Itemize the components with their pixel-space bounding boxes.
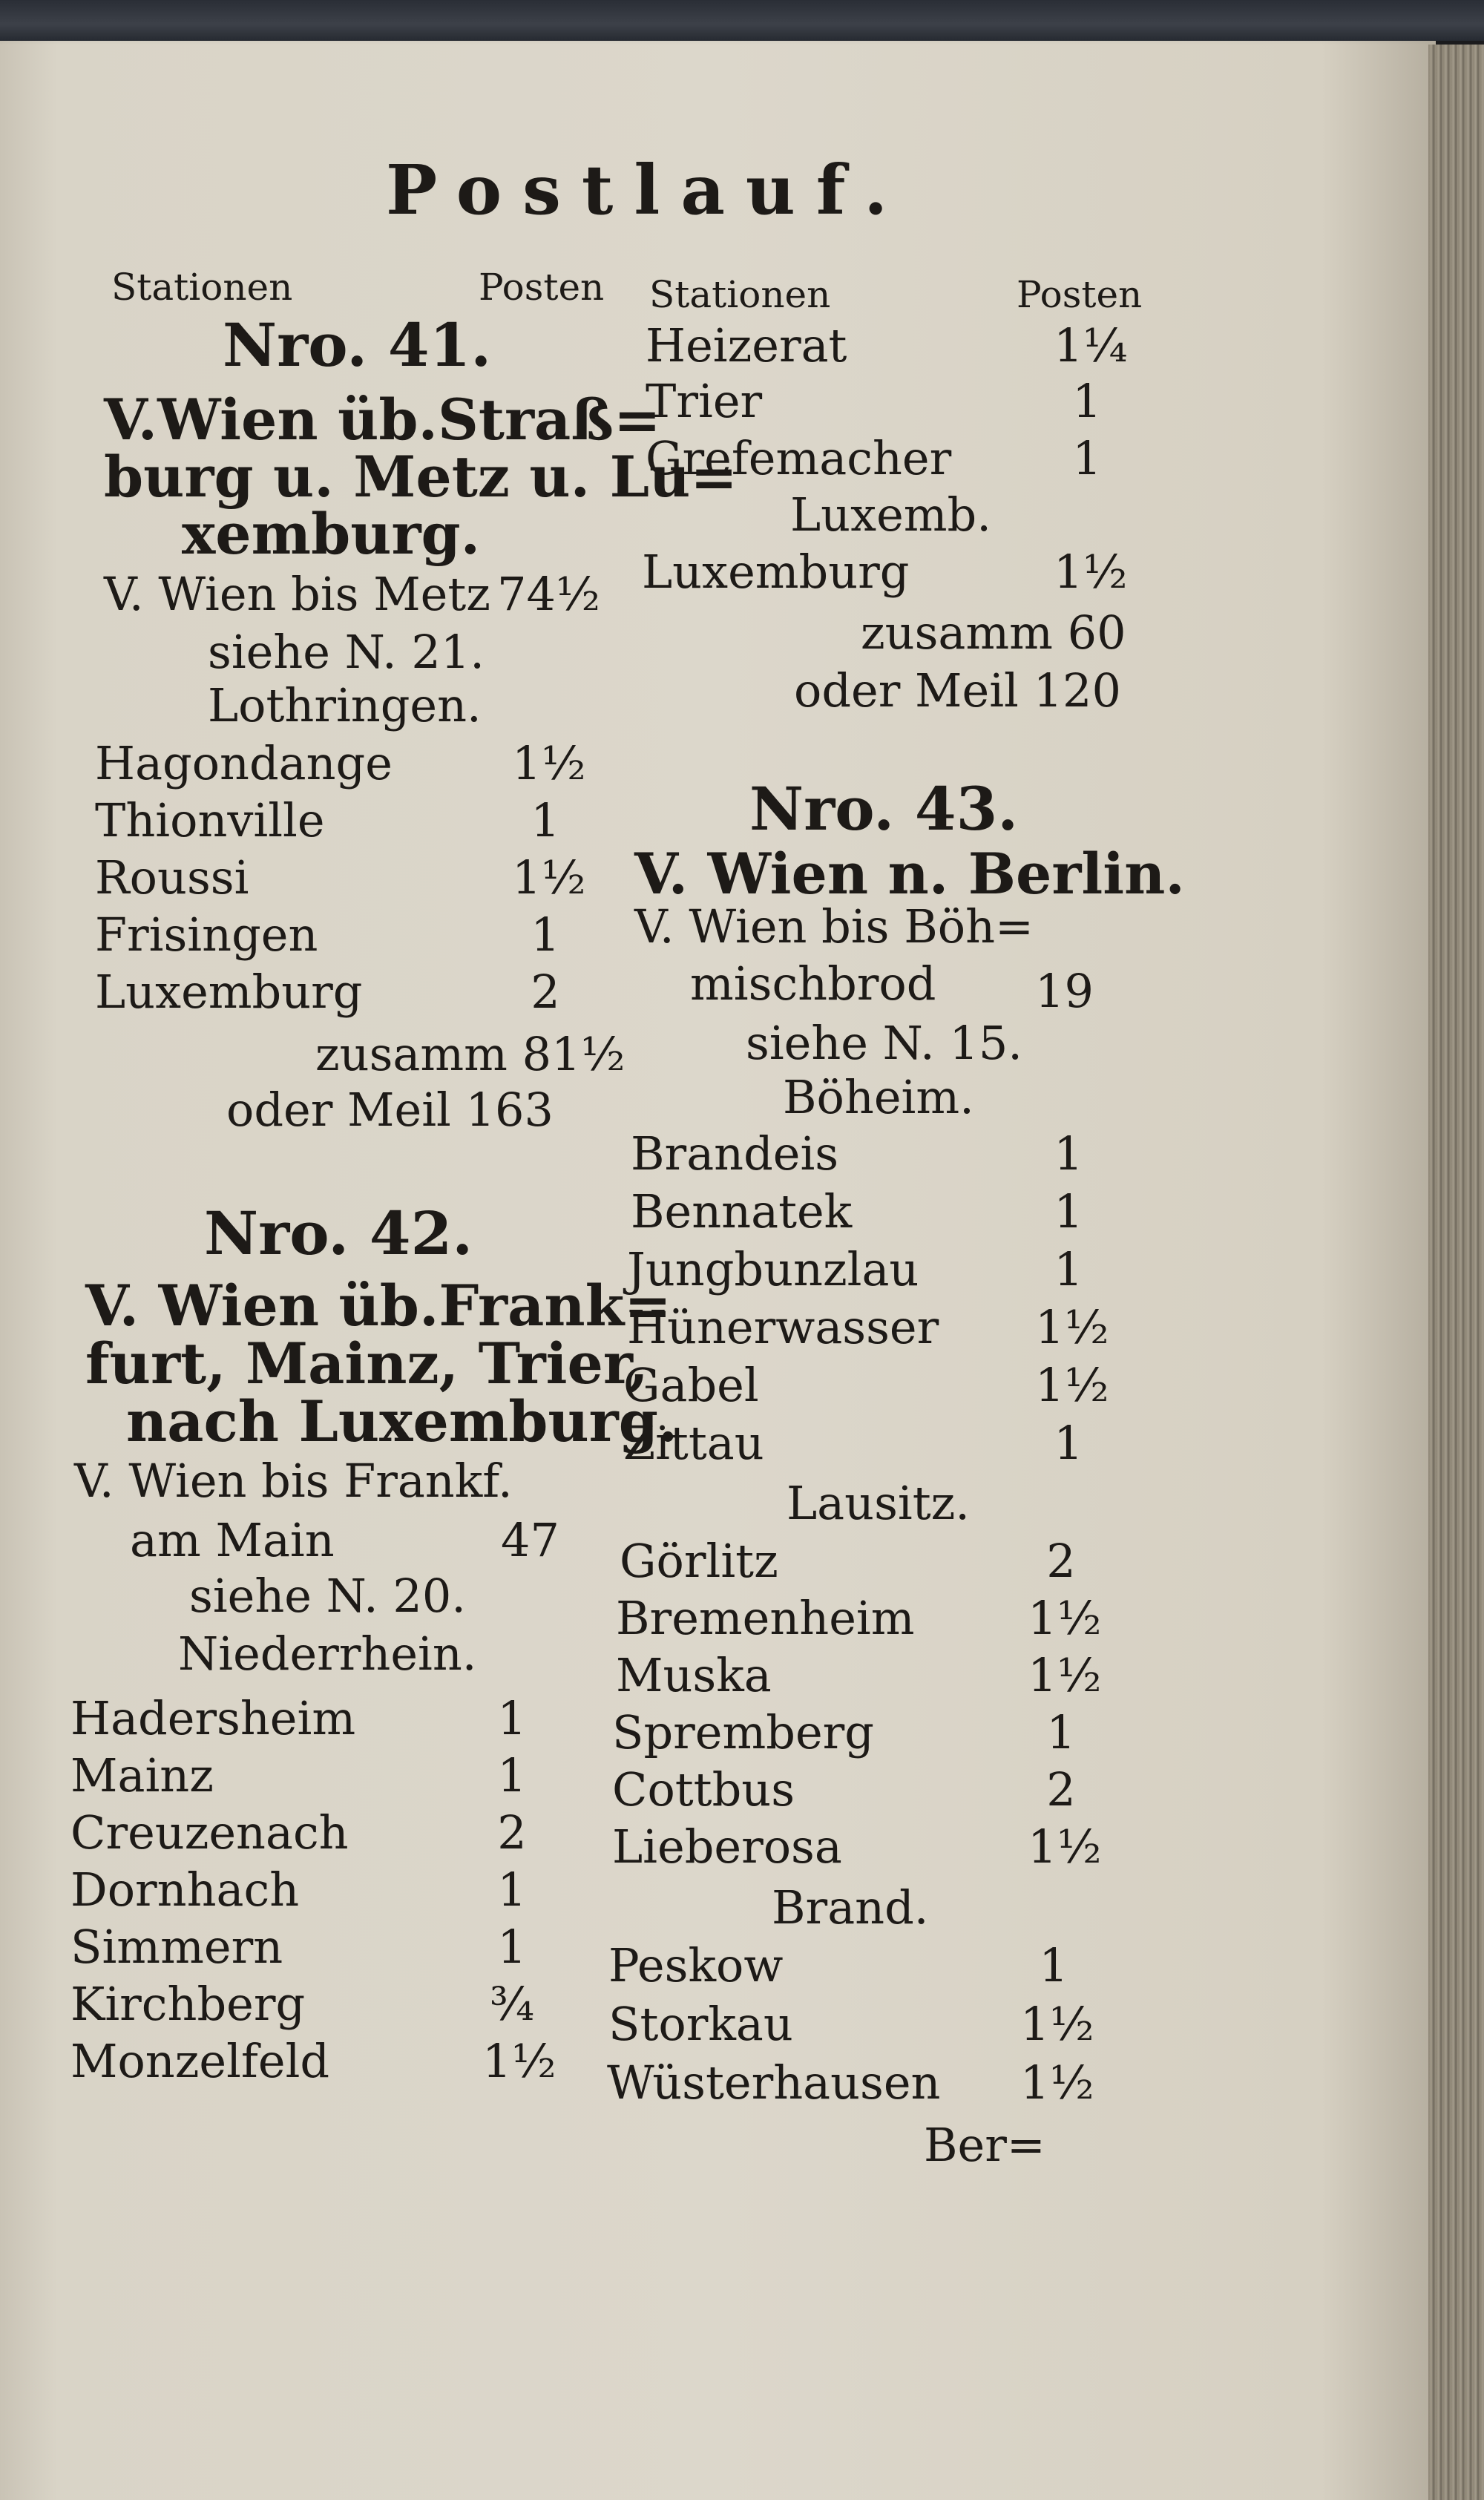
- station-posts: 1: [497, 1863, 527, 1917]
- via-42-text-1: V. Wien bis Frankf.: [74, 1454, 513, 1508]
- station-posts: 1½: [1028, 1591, 1102, 1645]
- station-posts: 1: [1054, 1126, 1083, 1181]
- station-posts: 1: [1072, 431, 1102, 485]
- via-43-value: 19: [1035, 964, 1094, 1018]
- station-name: Bremenheim: [616, 1591, 915, 1645]
- station-posts: 1: [531, 908, 560, 962]
- section-number-43: Nro. 43.: [749, 774, 1019, 844]
- station-posts: 1¼: [1054, 318, 1128, 373]
- station-posts: 1: [497, 1748, 527, 1802]
- station-posts: 1½: [1028, 1820, 1102, 1874]
- left-header-posts: Posten: [479, 266, 605, 309]
- station-posts: 1½: [1035, 1358, 1109, 1412]
- station-name: Hagondange: [95, 736, 393, 790]
- station-posts: 2: [1046, 1762, 1076, 1817]
- route-42-line-3: nach Luxemburg.: [126, 1388, 678, 1454]
- station-name: Hünerwasser: [627, 1300, 939, 1354]
- via-43-text-2: mischbrod: [690, 957, 936, 1011]
- via-42-value: 47: [501, 1513, 559, 1567]
- region-lothringen: Lothringen.: [208, 678, 482, 732]
- station-posts: 1: [1046, 1705, 1076, 1759]
- station-posts: 1½: [1020, 2056, 1094, 2110]
- left-header-stations: Stationen: [111, 266, 293, 309]
- station-name: Jungbunzlau: [627, 1242, 919, 1296]
- station-name: Storkau: [608, 1997, 793, 2051]
- meil-42: oder Meil 120: [794, 663, 1121, 718]
- station-posts: 1: [497, 1920, 527, 1974]
- station-name: Cottbus: [612, 1762, 795, 1817]
- station-name: Grefemacher: [646, 431, 952, 485]
- station-name: Heizerat: [646, 318, 847, 373]
- station-posts: 1½: [482, 2034, 556, 2088]
- station-posts: 1½: [1028, 1648, 1102, 1702]
- station-name: Mainz: [70, 1748, 214, 1802]
- via-41-reference: siehe N. 21.: [208, 625, 485, 679]
- station-posts: 1: [1054, 1184, 1083, 1238]
- station-posts: 1½: [1020, 1997, 1094, 2051]
- route-41-line-3: xemburg.: [182, 501, 481, 567]
- station-posts: 1: [1072, 374, 1102, 428]
- meil-41: oder Meil 163: [226, 1083, 554, 1137]
- right-header-stations: Stationen: [649, 273, 831, 316]
- right-header-posts: Posten: [1017, 273, 1143, 316]
- route-43: V. Wien n. Berlin.: [634, 841, 1185, 907]
- station-name: Monzelfeld: [70, 2034, 330, 2088]
- station-posts: 1: [1039, 1938, 1068, 1992]
- region-luxemb: Luxemb.: [790, 488, 991, 542]
- station-name: Creuzenach: [70, 1805, 349, 1860]
- book-cover-edge: [0, 0, 1484, 41]
- region-lausitz: Lausitz.: [787, 1476, 971, 1530]
- station-posts: 1½: [512, 850, 586, 905]
- route-42-line-1: V. Wien üb.Frank=: [85, 1273, 672, 1339]
- station-name: Zittau: [623, 1416, 764, 1470]
- page-title: Postlauf.: [386, 150, 909, 230]
- station-posts: 1: [1054, 1242, 1083, 1296]
- region-niederrhein: Niederrhein.: [178, 1627, 477, 1681]
- sum-41: zusamm 81½: [315, 1027, 626, 1081]
- route-42-line-2: furt, Mainz, Trier,: [85, 1331, 649, 1397]
- via-43-text-1: V. Wien bis Böh=: [634, 899, 1034, 954]
- station-name: Luxemburg: [642, 545, 910, 599]
- station-name: Muska: [616, 1648, 772, 1702]
- station-posts: 2: [497, 1805, 527, 1860]
- station-name: Dornhach: [70, 1863, 300, 1917]
- station-name: Frisingen: [95, 908, 318, 962]
- station-name: Kirchberg: [70, 1977, 306, 2031]
- page-fore-edge: [1428, 45, 1484, 2500]
- station-name: Wüsterhausen: [607, 2056, 941, 2110]
- section-number-42: Nro. 42.: [204, 1198, 473, 1268]
- station-posts: 1: [531, 793, 560, 847]
- station-name: Brandeis: [631, 1126, 839, 1181]
- section-number-41: Nro. 41.: [223, 310, 492, 380]
- station-posts: 1½: [1054, 545, 1128, 599]
- station-name: Lieberosa: [612, 1820, 842, 1874]
- station-name: Görlitz: [620, 1534, 778, 1588]
- station-name: Bennatek: [631, 1184, 853, 1238]
- station-posts: 1: [497, 1691, 527, 1745]
- via-41-text: V. Wien bis Metz: [104, 567, 490, 621]
- catchword: Ber=: [924, 2118, 1045, 2172]
- station-name: Luxemburg: [95, 965, 363, 1019]
- via-41-value: 74½: [497, 567, 600, 621]
- via-43-reference: siehe N. 15.: [746, 1016, 1022, 1070]
- station-name: Roussi: [95, 850, 249, 905]
- route-41-line-2: burg u. Metz u. Lu=: [104, 444, 738, 510]
- station-name: Trier: [646, 374, 763, 428]
- station-name: Spremberg: [612, 1705, 874, 1759]
- station-posts: ¾: [489, 1977, 535, 2031]
- region-brand: Brand.: [772, 1880, 929, 1935]
- station-name: Gabel: [623, 1358, 759, 1412]
- station-posts: 1½: [1035, 1300, 1109, 1354]
- station-posts: 1½: [512, 736, 586, 790]
- via-42-reference: siehe N. 20.: [189, 1569, 466, 1623]
- station-posts: 2: [1046, 1534, 1076, 1588]
- region-boheim: Böheim.: [783, 1070, 974, 1124]
- station-name: Thionville: [95, 793, 325, 847]
- station-name: Peskow: [608, 1938, 784, 1992]
- station-posts: 2: [531, 965, 560, 1019]
- station-name: Hadersheim: [70, 1691, 356, 1745]
- via-42-text-2: am Main: [130, 1513, 335, 1567]
- station-name: Simmern: [70, 1920, 283, 1974]
- route-41-line-1: V.Wien üb.Straß=: [104, 387, 661, 453]
- station-posts: 1: [1054, 1416, 1083, 1470]
- sum-42: zusamm 60: [861, 606, 1126, 660]
